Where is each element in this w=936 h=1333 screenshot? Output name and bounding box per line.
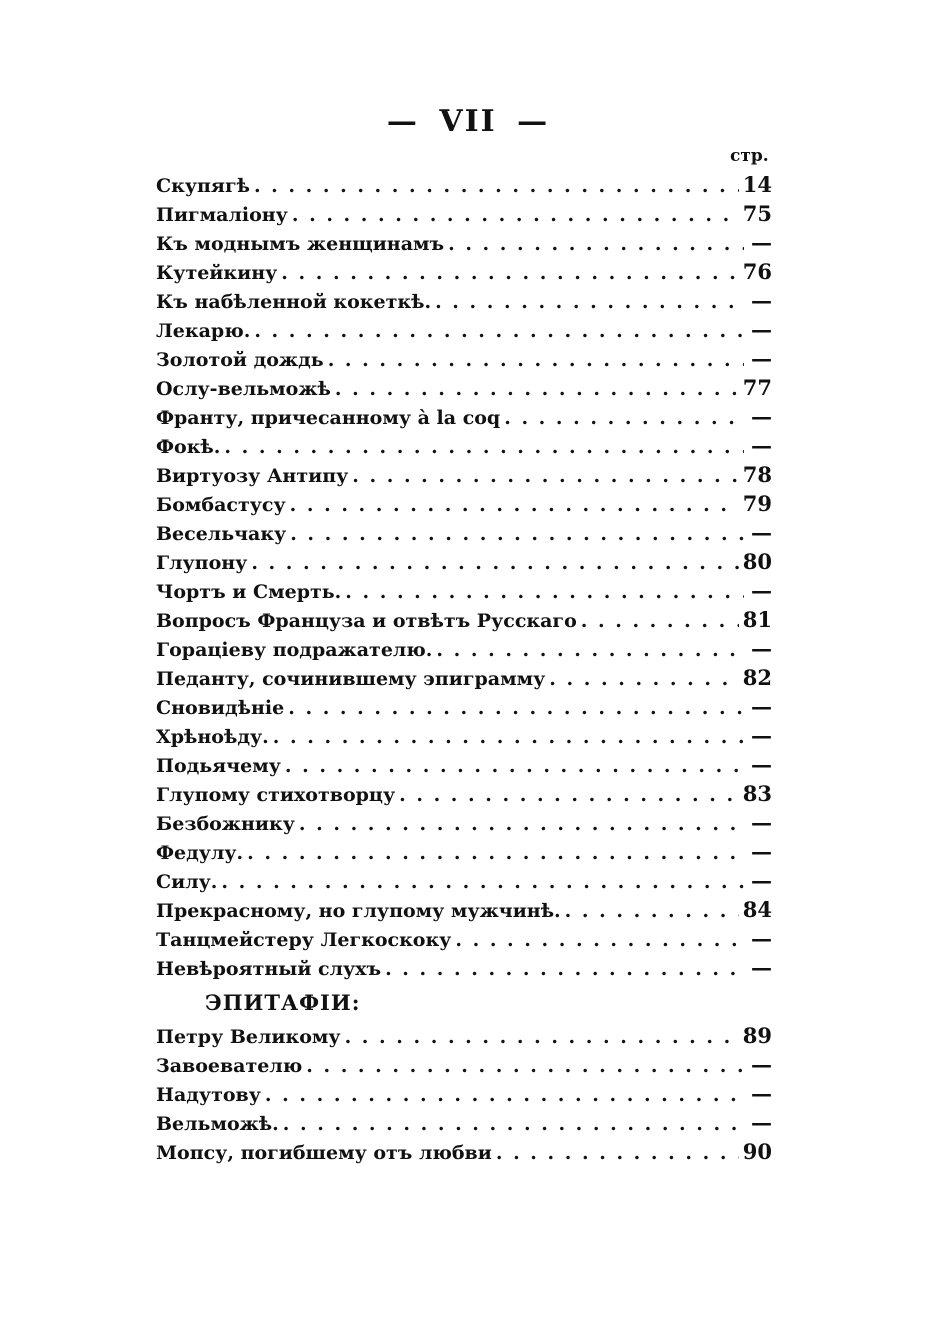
- toc-entry-page: —: [751, 346, 772, 371]
- toc-entry-title: Федулу.: [156, 842, 244, 864]
- toc-entry-title: Безбожнику: [156, 813, 295, 835]
- epitaphs-heading: ЭПИТАФІИ:: [205, 990, 361, 1015]
- toc-entry: [156, 547, 772, 576]
- dot-leader: [436, 636, 744, 665]
- toc-entry-page: —: [751, 288, 772, 313]
- toc-entry: [156, 1021, 772, 1050]
- toc-entry: [156, 634, 772, 663]
- dot-leader: [288, 694, 744, 723]
- toc-entry: [156, 199, 772, 228]
- toc-entry-title: Вопросъ Француза и отвѣтъ Русскаго: [156, 610, 577, 632]
- dot-leader: [290, 491, 739, 520]
- toc-entry-title: Прекрасному, но глупому мужчинѣ.: [156, 900, 561, 922]
- toc-entry-page: 75: [742, 201, 772, 226]
- dot-leader: [254, 317, 744, 346]
- dot-leader: [581, 607, 739, 636]
- toc-entry: [156, 1108, 772, 1137]
- toc-entry: [156, 460, 772, 489]
- toc-entry: [156, 1137, 772, 1166]
- toc-entry-title: Сновидѣніе: [156, 697, 285, 719]
- toc-entry-title: Чортъ и Смерть.: [156, 581, 342, 603]
- toc-entry-title: Надутову: [156, 1084, 261, 1106]
- toc-entry-title: Глупону: [156, 552, 248, 574]
- toc-entry-title: Петру Великому: [156, 1026, 341, 1048]
- toc-entry-title: Подьячему: [156, 755, 281, 777]
- toc-entry-page: —: [751, 1052, 772, 1077]
- toc-entry-title: Пигмаліону: [156, 204, 288, 226]
- toc-entry-page: —: [751, 317, 772, 342]
- toc-entry-title: Скупягѣ: [156, 175, 250, 197]
- toc-entry: [156, 953, 772, 982]
- dot-leader: [221, 868, 744, 897]
- toc-entry-title: Танцмейстеру Легкоскоку: [156, 929, 452, 951]
- dot-leader: [352, 462, 739, 491]
- toc-entry: [156, 315, 772, 344]
- dot-leader: [328, 346, 744, 375]
- dot-leader: [455, 926, 744, 955]
- toc-entry-page: —: [751, 723, 772, 748]
- toc-entry: [156, 924, 772, 953]
- toc-entry: [156, 257, 772, 286]
- toc-entry-page: —: [751, 404, 772, 429]
- toc-entry-title: Лекарю.: [156, 320, 251, 342]
- toc-entry: [156, 170, 772, 199]
- toc-entry-page: —: [751, 636, 772, 661]
- dot-leader: [496, 1139, 739, 1168]
- toc-entry: [156, 808, 772, 837]
- toc-entry: [156, 779, 772, 808]
- toc-entry-page: 89: [742, 1023, 772, 1048]
- page-number-dash-right: —: [517, 104, 550, 139]
- toc-entry-title: Къ моднымъ женщинамъ: [156, 233, 445, 255]
- toc-entry: [156, 750, 772, 779]
- toc-entry-page: —: [751, 926, 772, 951]
- toc-entry-title: Глупому стихотворцу: [156, 784, 396, 806]
- toc-entry-page: 77: [742, 375, 772, 400]
- dot-leader: [385, 955, 744, 984]
- toc-entry: [156, 489, 772, 518]
- toc-entry-page: 79: [742, 491, 772, 516]
- toc-entry-title: Весельчаку: [156, 523, 287, 545]
- toc-entry-page: 80: [742, 549, 772, 574]
- toc-entry: [156, 721, 772, 750]
- dot-leader: [247, 839, 744, 868]
- dot-leader: [345, 578, 744, 607]
- dot-leader: [399, 781, 739, 810]
- toc-entry-page: 90: [742, 1139, 772, 1164]
- toc-entry-title: Къ набѣленной кокеткѣ.: [156, 291, 432, 313]
- dot-leader: [273, 723, 744, 752]
- toc-entry: [156, 895, 772, 924]
- toc-entry-page: —: [751, 955, 772, 980]
- dot-leader: [224, 433, 744, 462]
- toc-entry-page: —: [751, 839, 772, 864]
- dot-leader: [251, 549, 738, 578]
- toc-entry-page: —: [751, 1081, 772, 1106]
- epitaphs-list: [156, 1021, 772, 1166]
- toc-entry-title: Кутейкину: [156, 262, 278, 284]
- toc-entry: [156, 605, 772, 634]
- toc-entry: [156, 692, 772, 721]
- toc-entry: [156, 402, 772, 431]
- toc-entry-page: 76: [742, 259, 772, 284]
- dot-leader: [549, 665, 738, 694]
- toc-entry: [156, 576, 772, 605]
- toc-entry-title: Вельможѣ.: [156, 1113, 279, 1135]
- dot-leader: [435, 288, 744, 317]
- toc-entry: [156, 837, 772, 866]
- page-number-value: VII: [439, 104, 497, 139]
- toc-entry: [156, 344, 772, 373]
- toc-entry-title: Педанту, сочинившему эпиграмму: [156, 668, 546, 690]
- toc-entry-page: —: [751, 520, 772, 545]
- toc-entry-page: —: [751, 694, 772, 719]
- toc-entry-page: —: [751, 810, 772, 835]
- toc-entry-page: 81: [742, 607, 772, 632]
- dot-leader: [565, 897, 739, 926]
- toc-entry: [156, 1079, 772, 1108]
- toc-entry-page: 14: [742, 172, 772, 197]
- toc-entry-title: Завоевателю: [156, 1055, 303, 1077]
- toc-entry: [156, 518, 772, 547]
- toc-entry-page: 83: [742, 781, 772, 806]
- toc-entry-title: Виртуозу Антипу: [156, 465, 349, 487]
- toc-entry: [156, 431, 772, 460]
- toc-entry-page: —: [751, 230, 772, 255]
- toc-entry: [156, 663, 772, 692]
- dot-leader: [306, 1052, 744, 1081]
- table-of-contents: [156, 170, 772, 982]
- page-number-dash-left: —: [386, 104, 419, 139]
- toc-entry-page: —: [751, 578, 772, 603]
- dot-leader: [504, 404, 744, 433]
- toc-entry-page: 78: [742, 462, 772, 487]
- dot-leader: [254, 172, 739, 201]
- toc-entry-title: Фокѣ.: [156, 436, 221, 458]
- page-number: [0, 104, 936, 139]
- dot-leader: [345, 1023, 739, 1052]
- toc-entry-title: Гораціеву подражателю.: [156, 639, 433, 661]
- dot-leader: [265, 1081, 744, 1110]
- toc-entry-title: Хрѣноѣду.: [156, 726, 269, 748]
- dot-leader: [283, 1110, 744, 1139]
- toc-entry-title: Ослу-вельможѣ: [156, 378, 331, 400]
- toc-entry-page: —: [751, 433, 772, 458]
- page-column-label: стр.: [730, 146, 769, 166]
- toc-entry-page: 84: [742, 897, 772, 922]
- toc-entry-title: Золотой дождь: [156, 349, 324, 371]
- toc-entry-page: 82: [742, 665, 772, 690]
- toc-entry-page: —: [751, 868, 772, 893]
- toc-entry: [156, 228, 772, 257]
- toc-entry-title: Мопсу, погибшему отъ любви: [156, 1142, 492, 1164]
- toc-entry-page: —: [751, 752, 772, 777]
- dot-leader: [335, 375, 739, 404]
- dot-leader: [281, 259, 738, 288]
- dot-leader: [448, 230, 744, 259]
- toc-entry: [156, 1050, 772, 1079]
- dot-leader: [290, 520, 744, 549]
- toc-entry-title: Бомбастусу: [156, 494, 286, 516]
- toc-entry-title: Невѣроятный слухъ: [156, 958, 382, 980]
- dot-leader: [299, 810, 744, 839]
- dot-leader: [292, 201, 739, 230]
- dot-leader: [285, 752, 744, 781]
- toc-entry: [156, 286, 772, 315]
- toc-entry: [156, 373, 772, 402]
- toc-entry-title: Франту, причесанному à la coq: [156, 407, 501, 429]
- toc-entry-title: Силу.: [156, 871, 218, 893]
- toc-entry-page: —: [751, 1110, 772, 1135]
- toc-entry: [156, 866, 772, 895]
